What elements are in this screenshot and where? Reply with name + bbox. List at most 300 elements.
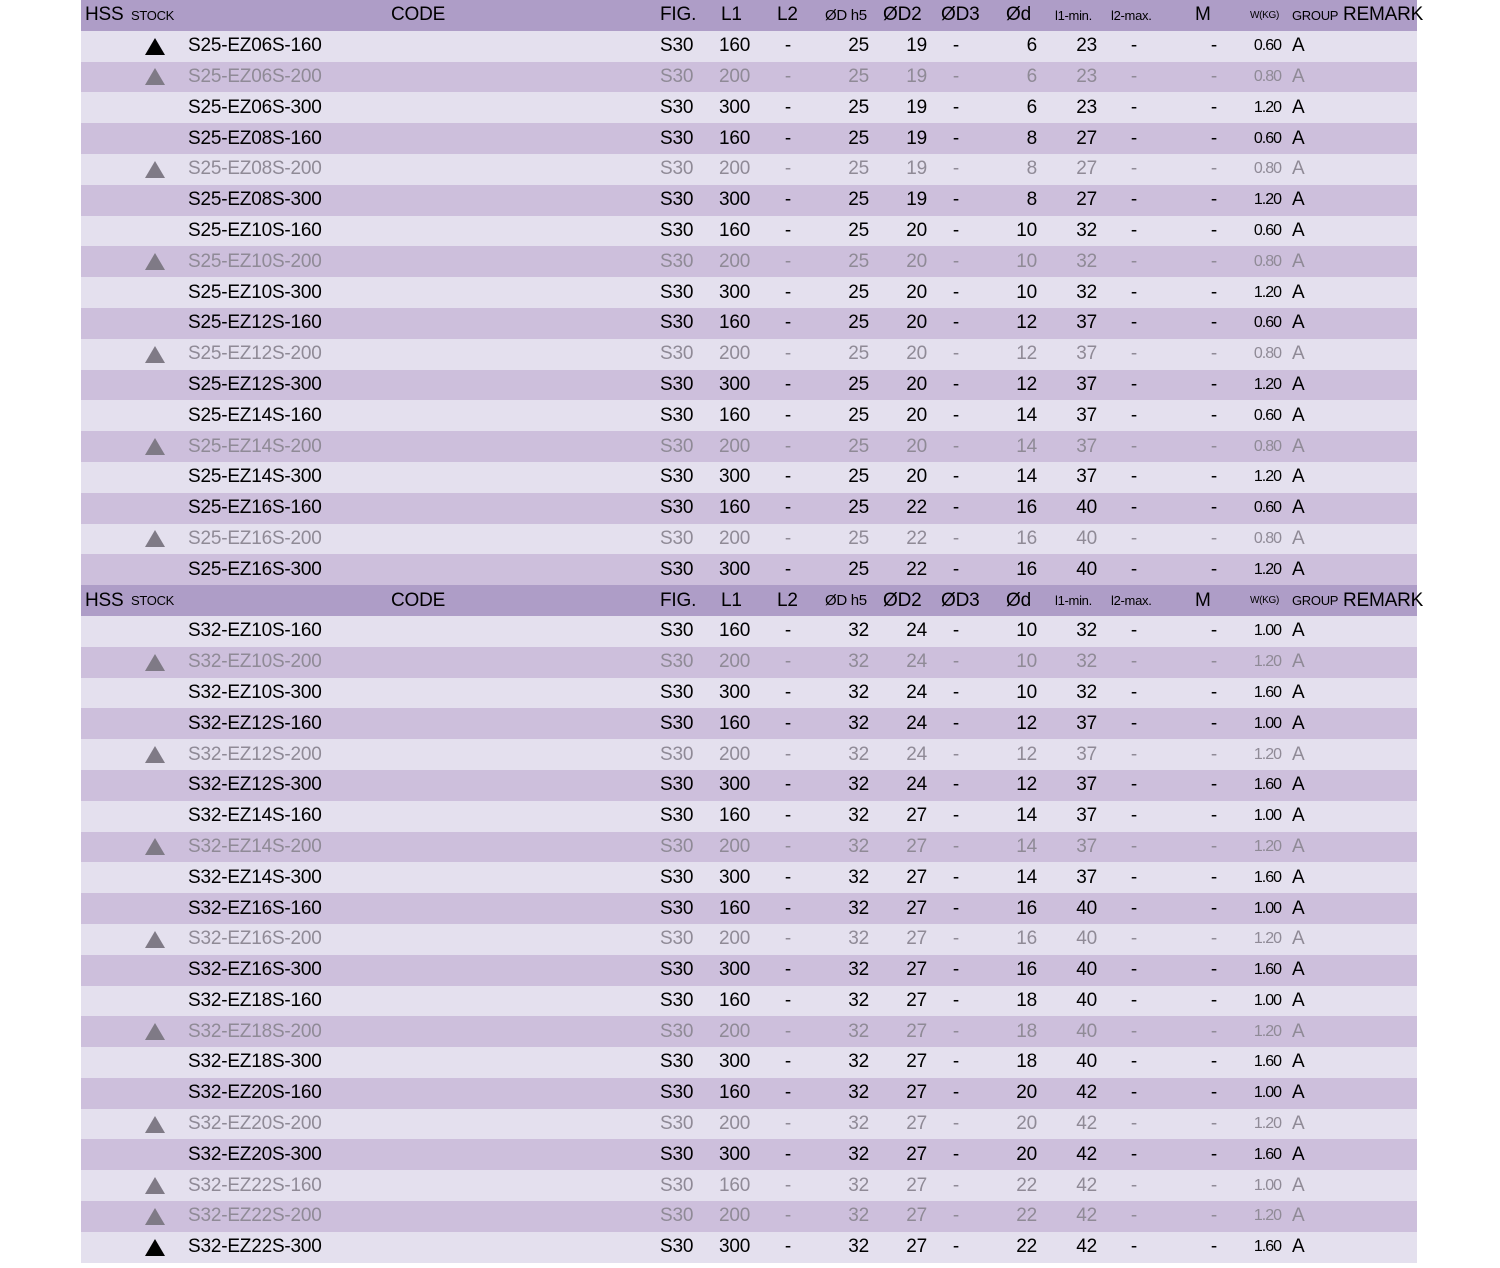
cell-group: A [1292, 1205, 1305, 1227]
grey-triangle-icon [145, 68, 165, 85]
cell-remark [1343, 554, 1417, 585]
stock-cell [143, 1047, 167, 1078]
header-l2-max: l2-max. [1111, 7, 1152, 23]
cell-group: A [1292, 127, 1305, 149]
cell-d: 10 [1016, 219, 1037, 241]
cell-group: A [1292, 712, 1305, 734]
cell-l2: - [784, 959, 792, 981]
cell-l2max: - [1130, 158, 1138, 180]
cell-remark [1343, 154, 1417, 185]
stock-cell [143, 462, 167, 493]
cell-remark [1343, 1139, 1417, 1170]
cell-code: S32-EZ14S-160 [188, 805, 322, 827]
cell-d: 8 [1026, 189, 1037, 211]
cell-fig: S30 [660, 651, 694, 673]
cell-w: 0.60 [1253, 221, 1281, 239]
cell-code: S25-EZ16S-300 [188, 558, 322, 580]
cell-remark [1343, 123, 1417, 154]
cell-d3: - [952, 1020, 960, 1042]
cell-group: A [1292, 373, 1305, 395]
cell-group: A [1292, 435, 1305, 457]
cell-code: S25-EZ16S-160 [188, 497, 322, 519]
cell-code: S25-EZ06S-300 [188, 96, 322, 118]
cell-d3: - [952, 989, 960, 1011]
header-code: CODE [391, 589, 446, 611]
cell-d3: - [952, 466, 960, 488]
cell-l1: 160 [719, 712, 751, 734]
cell-l2: - [784, 1113, 792, 1135]
cell-l2: - [784, 497, 792, 519]
cell-w: 1.00 [1253, 899, 1281, 917]
cell-fig: S30 [660, 281, 694, 303]
cell-l2: - [784, 1082, 792, 1104]
cell-group: A [1292, 343, 1305, 365]
cell-code: S32-EZ18S-200 [188, 1020, 322, 1042]
cell-d2: 27 [906, 1051, 927, 1073]
cell-d2: 20 [906, 281, 927, 303]
cell-fig: S30 [660, 250, 694, 272]
cell-dh5: 32 [848, 651, 869, 673]
cell-d: 18 [1016, 1020, 1037, 1042]
cell-remark [1343, 431, 1417, 462]
cell-d3: - [952, 928, 960, 950]
cell-code: S32-EZ12S-160 [188, 712, 322, 734]
cell-dh5: 32 [848, 1051, 869, 1073]
cell-dh5: 32 [848, 712, 869, 734]
cell-code: S32-EZ16S-200 [188, 928, 322, 950]
cell-remark [1343, 462, 1417, 493]
stock-cell [143, 246, 167, 277]
cell-l1: 200 [719, 158, 751, 180]
header-weight: W(KG) [1250, 595, 1280, 607]
cell-l1: 200 [719, 1113, 751, 1135]
table-row [81, 893, 1417, 924]
cell-w: 1.00 [1253, 991, 1281, 1009]
stock-cell [143, 924, 167, 955]
grey-triangle-icon [145, 746, 165, 763]
cell-l1min: 37 [1076, 805, 1097, 827]
grey-triangle-icon [145, 438, 165, 455]
table-row [81, 339, 1417, 370]
cell-l2: - [784, 281, 792, 303]
table-row [81, 1047, 1417, 1078]
cell-fig: S30 [660, 681, 694, 703]
cell-l1: 200 [719, 1020, 751, 1042]
black-triangle-icon [145, 1239, 165, 1256]
cell-m: - [1210, 835, 1217, 857]
cell-l2: - [784, 835, 792, 857]
grey-triangle-icon [145, 838, 165, 855]
cell-l2: - [784, 928, 792, 950]
cell-l2max: - [1130, 373, 1138, 395]
cell-group: A [1292, 928, 1305, 950]
cell-d3: - [952, 959, 960, 981]
stock-cell [143, 832, 167, 863]
stock-cell [143, 493, 167, 524]
cell-d2: 20 [906, 250, 927, 272]
cell-d2: 27 [906, 1082, 927, 1104]
grey-triangle-icon [145, 346, 165, 363]
cell-l1min: 37 [1076, 435, 1097, 457]
cell-d: 14 [1016, 435, 1037, 457]
cell-d2: 24 [906, 620, 927, 642]
cell-d2: 27 [906, 805, 927, 827]
cell-m: - [1210, 65, 1217, 87]
cell-fig: S30 [660, 343, 694, 365]
cell-d2: 27 [906, 897, 927, 919]
cell-w: 0.60 [1253, 406, 1281, 424]
cell-group: A [1292, 620, 1305, 642]
cell-w: 1.00 [1253, 622, 1281, 640]
grey-triangle-icon [145, 931, 165, 948]
cell-l2: - [784, 312, 792, 334]
cell-group: A [1292, 497, 1305, 519]
table-row [81, 924, 1417, 955]
cell-l1: 300 [719, 1143, 751, 1165]
stock-cell [143, 678, 167, 709]
cell-l1min: 37 [1076, 743, 1097, 765]
header-od: Ød [1006, 589, 1031, 611]
cell-dh5: 25 [848, 96, 869, 118]
cell-l1min: 37 [1076, 712, 1097, 734]
cell-d2: 27 [906, 1236, 927, 1258]
cell-dh5: 32 [848, 1113, 869, 1135]
cell-l2: - [784, 743, 792, 765]
cell-l1: 300 [719, 373, 751, 395]
cell-l2: - [784, 404, 792, 426]
cell-l1: 200 [719, 743, 751, 765]
cell-d3: - [952, 774, 960, 796]
cell-fig: S30 [660, 743, 694, 765]
cell-remark [1343, 739, 1417, 770]
cell-m: - [1210, 373, 1217, 395]
cell-l1: 160 [719, 1082, 751, 1104]
cell-l1: 300 [719, 681, 751, 703]
header-fig: FIG. [660, 4, 697, 26]
grey-triangle-icon [145, 654, 165, 671]
cell-l2max: - [1130, 1051, 1138, 1073]
cell-d3: - [952, 96, 960, 118]
cell-d: 10 [1016, 620, 1037, 642]
cell-group: A [1292, 1082, 1305, 1104]
cell-d3: - [952, 1113, 960, 1135]
cell-group: A [1292, 959, 1305, 981]
cell-code: S25-EZ06S-200 [188, 65, 322, 87]
cell-m: - [1210, 620, 1217, 642]
cell-d: 20 [1016, 1082, 1037, 1104]
table-row [81, 955, 1417, 986]
cell-d3: - [952, 835, 960, 857]
cell-dh5: 25 [848, 250, 869, 272]
stock-cell [143, 554, 167, 585]
cell-d: 14 [1016, 835, 1037, 857]
header-hss: HSS [85, 4, 124, 26]
cell-l2: - [784, 35, 792, 57]
cell-l1: 160 [719, 497, 751, 519]
table-row [81, 708, 1417, 739]
cell-group: A [1292, 866, 1305, 888]
cell-l1: 200 [719, 928, 751, 950]
cell-fig: S30 [660, 1113, 694, 1135]
header-remark: REMARK [1343, 589, 1424, 611]
cell-remark [1343, 678, 1417, 709]
cell-dh5: 32 [848, 959, 869, 981]
cell-fig: S30 [660, 219, 694, 241]
stock-cell [143, 123, 167, 154]
stock-cell [143, 92, 167, 123]
cell-dh5: 25 [848, 281, 869, 303]
cell-l1: 300 [719, 1051, 751, 1073]
cell-m: - [1210, 1113, 1217, 1135]
cell-d3: - [952, 805, 960, 827]
cell-l2: - [784, 527, 792, 549]
table-header-row [81, 585, 1424, 616]
stock-cell [143, 647, 167, 678]
cell-code: S32-EZ20S-300 [188, 1143, 322, 1165]
cell-remark [1343, 216, 1417, 247]
cell-d2: 27 [906, 989, 927, 1011]
cell-m: - [1210, 466, 1217, 488]
cell-d3: - [952, 497, 960, 519]
cell-w: 0.60 [1253, 499, 1281, 517]
cell-m: - [1210, 866, 1217, 888]
cell-m: - [1210, 250, 1217, 272]
header-l2: L2 [777, 4, 798, 26]
cell-fig: S30 [660, 189, 694, 211]
cell-l1min: 40 [1076, 527, 1097, 549]
cell-l2: - [784, 189, 792, 211]
cell-l1min: 37 [1076, 466, 1097, 488]
cell-l2max: - [1130, 35, 1138, 57]
cell-w: 0.80 [1253, 345, 1281, 363]
stock-cell [143, 1016, 167, 1047]
cell-d: 8 [1026, 127, 1037, 149]
stock-cell [143, 1232, 167, 1263]
cell-l2: - [784, 1143, 792, 1165]
cell-w: 1.20 [1253, 745, 1281, 763]
cell-d: 16 [1016, 527, 1037, 549]
cell-fig: S30 [660, 312, 694, 334]
product-table [81, 0, 1424, 1263]
cell-d2: 20 [906, 312, 927, 334]
cell-group: A [1292, 65, 1305, 87]
cell-l2max: - [1130, 835, 1138, 857]
cell-l2max: - [1130, 281, 1138, 303]
cell-fig: S30 [660, 158, 694, 180]
table-row [81, 462, 1417, 493]
cell-group: A [1292, 897, 1305, 919]
cell-l1min: 42 [1076, 1082, 1097, 1104]
cell-d: 18 [1016, 1051, 1037, 1073]
cell-d2: 20 [906, 219, 927, 241]
cell-d: 20 [1016, 1113, 1037, 1135]
cell-code: S25-EZ12S-160 [188, 312, 322, 334]
cell-l1min: 40 [1076, 497, 1097, 519]
stock-cell [143, 770, 167, 801]
cell-code: S32-EZ16S-300 [188, 959, 322, 981]
black-triangle-icon [145, 38, 165, 55]
cell-w: 1.60 [1253, 961, 1281, 979]
cell-d: 16 [1016, 497, 1037, 519]
cell-w: 0.80 [1253, 160, 1281, 178]
cell-d3: - [952, 127, 960, 149]
cell-l2: - [784, 96, 792, 118]
cell-m: - [1210, 1051, 1217, 1073]
cell-dh5: 25 [848, 158, 869, 180]
stock-cell [143, 708, 167, 739]
cell-dh5: 25 [848, 219, 869, 241]
cell-l1min: 32 [1076, 681, 1097, 703]
cell-l2max: - [1130, 250, 1138, 272]
cell-d2: 27 [906, 1174, 927, 1196]
table-row [81, 431, 1417, 462]
cell-l1: 160 [719, 127, 751, 149]
cell-w: 1.20 [1253, 283, 1281, 301]
cell-group: A [1292, 96, 1305, 118]
cell-l1min: 40 [1076, 989, 1097, 1011]
cell-code: S32-EZ20S-200 [188, 1113, 322, 1135]
header-l2-max: l2-max. [1111, 593, 1152, 609]
cell-d: 16 [1016, 928, 1037, 950]
cell-m: - [1210, 96, 1217, 118]
cell-d2: 20 [906, 404, 927, 426]
header-od3: ØD3 [941, 589, 980, 611]
cell-d3: - [952, 65, 960, 87]
header-od-h5: ØD h5 [825, 592, 867, 610]
table-row [81, 246, 1417, 277]
cell-m: - [1210, 189, 1217, 211]
cell-dh5: 25 [848, 65, 869, 87]
table-row [81, 62, 1417, 93]
cell-dh5: 32 [848, 1143, 869, 1165]
cell-d3: - [952, 1236, 960, 1258]
header-od3: ØD3 [941, 4, 980, 26]
cell-w: 1.60 [1253, 683, 1281, 701]
cell-d2: 27 [906, 1020, 927, 1042]
table-row [81, 92, 1417, 123]
cell-d: 18 [1016, 989, 1037, 1011]
cell-dh5: 32 [848, 805, 869, 827]
cell-dh5: 32 [848, 897, 869, 919]
cell-remark [1343, 862, 1417, 893]
cell-fig: S30 [660, 1051, 694, 1073]
cell-dh5: 32 [848, 1205, 869, 1227]
cell-d: 12 [1016, 774, 1037, 796]
cell-l1min: 32 [1076, 620, 1097, 642]
cell-code: S25-EZ10S-160 [188, 219, 322, 241]
cell-dh5: 32 [848, 774, 869, 796]
table-row [81, 986, 1417, 1017]
cell-l2: - [784, 219, 792, 241]
cell-fig: S30 [660, 897, 694, 919]
cell-l2max: - [1130, 743, 1138, 765]
cell-d2: 19 [906, 96, 927, 118]
header-od2: ØD2 [883, 589, 922, 611]
cell-d3: - [952, 712, 960, 734]
cell-d2: 22 [906, 558, 927, 580]
cell-l1: 300 [719, 774, 751, 796]
cell-d: 14 [1016, 466, 1037, 488]
cell-group: A [1292, 989, 1305, 1011]
cell-l1min: 27 [1076, 189, 1097, 211]
cell-l2: - [784, 651, 792, 673]
cell-code: S25-EZ08S-160 [188, 127, 322, 149]
cell-d: 6 [1026, 35, 1037, 57]
cell-l2max: - [1130, 404, 1138, 426]
cell-w: 1.60 [1253, 776, 1281, 794]
cell-l2max: - [1130, 219, 1138, 241]
cell-code: S32-EZ16S-160 [188, 897, 322, 919]
cell-fig: S30 [660, 1082, 694, 1104]
cell-l1: 160 [719, 35, 751, 57]
cell-group: A [1292, 219, 1305, 241]
cell-l1min: 37 [1076, 866, 1097, 888]
cell-l2: - [784, 1020, 792, 1042]
cell-d3: - [952, 558, 960, 580]
cell-l1min: 37 [1076, 343, 1097, 365]
cell-d3: - [952, 681, 960, 703]
cell-d2: 24 [906, 651, 927, 673]
cell-code: S32-EZ10S-200 [188, 651, 322, 673]
table-row [81, 370, 1417, 401]
grey-triangle-icon [145, 1177, 165, 1194]
table-row [81, 216, 1417, 247]
cell-l1: 160 [719, 219, 751, 241]
table-row [81, 1016, 1417, 1047]
header-l2: L2 [777, 589, 798, 611]
cell-d2: 27 [906, 1205, 927, 1227]
cell-l2max: - [1130, 527, 1138, 549]
cell-d: 16 [1016, 558, 1037, 580]
cell-w: 1.20 [1253, 930, 1281, 948]
cell-code: S32-EZ22S-160 [188, 1174, 322, 1196]
cell-fig: S30 [660, 774, 694, 796]
cell-fig: S30 [660, 620, 694, 642]
cell-fig: S30 [660, 373, 694, 395]
cell-m: - [1210, 435, 1217, 457]
cell-remark [1343, 1016, 1417, 1047]
cell-code: S32-EZ22S-200 [188, 1205, 322, 1227]
cell-d: 12 [1016, 343, 1037, 365]
cell-m: - [1210, 1143, 1217, 1165]
cell-remark [1343, 92, 1417, 123]
cell-code: S25-EZ12S-300 [188, 373, 322, 395]
cell-l1min: 32 [1076, 219, 1097, 241]
cell-l2: - [784, 1205, 792, 1227]
cell-fig: S30 [660, 65, 694, 87]
cell-l2: - [784, 989, 792, 1011]
cell-m: - [1210, 343, 1217, 365]
cell-l2: - [784, 681, 792, 703]
cell-d3: - [952, 219, 960, 241]
cell-l1: 160 [719, 620, 751, 642]
cell-d2: 19 [906, 65, 927, 87]
cell-remark [1343, 31, 1417, 62]
cell-fig: S30 [660, 527, 694, 549]
cell-remark [1343, 986, 1417, 1017]
cell-remark [1343, 1109, 1417, 1140]
cell-fig: S30 [660, 866, 694, 888]
cell-group: A [1292, 158, 1305, 180]
cell-l1min: 37 [1076, 312, 1097, 334]
cell-code: S32-EZ12S-200 [188, 743, 322, 765]
cell-group: A [1292, 1051, 1305, 1073]
cell-l2max: - [1130, 989, 1138, 1011]
cell-d: 10 [1016, 651, 1037, 673]
cell-code: S32-EZ10S-300 [188, 681, 322, 703]
cell-w: 1.60 [1253, 1145, 1281, 1163]
cell-remark [1343, 832, 1417, 863]
